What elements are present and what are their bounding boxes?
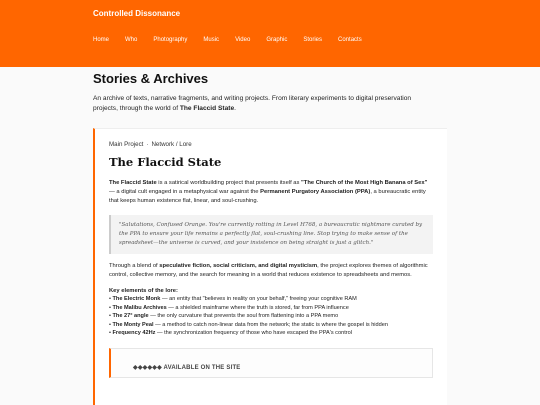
intro-project-name: The Flaccid State (179, 105, 235, 112)
nav-music[interactable]: Music (203, 37, 220, 43)
project-title: The Flaccid State (109, 155, 222, 169)
nav-video[interactable]: Video (235, 37, 251, 43)
list-item: • Frequency 42Hz — the synchronization frequency of those who have escaped the PPA's control (109, 330, 352, 337)
nav-graphic[interactable]: Graphic (266, 37, 288, 43)
available-on-site-box[interactable] (109, 348, 433, 378)
themes-paragraph (109, 262, 429, 280)
page-header (93, 71, 453, 114)
breadcrumb-main-project[interactable]: Main Project (109, 141, 144, 148)
list-item: • The Malibu Archives — a shielded mainframe where the truth is stored, far from PPA influence (109, 304, 349, 311)
lead-text-1: is a satirical worldbuilding project that presents itself as (156, 180, 302, 186)
nav-stories[interactable]: Stories (303, 37, 323, 43)
project-card (93, 128, 447, 405)
themes-bold: speculative fiction, social criticism, and digital mysticism (159, 262, 318, 269)
list-item: • The 27° angle — the only curvature that prevents the soul from flattening into a PPA memo (109, 313, 339, 320)
breadcrumb-separator: · (146, 141, 149, 148)
lead-bold-2: "The Church of the Most High Banana of Sex" (301, 180, 428, 186)
lore-item-desc: — an entity that "believes in reality on your behalf," freeing your cognitive RAM (160, 296, 357, 303)
themes-text-2: , the project explores themes of algorithmic control, collective memory, and the search for meaning in a world that reduces existence to spreadsheets and memos. (109, 262, 428, 278)
main-nav (93, 37, 378, 43)
lore-item-desc: — the only curvature that prevents the soul from flattening into a PPA memo (148, 313, 339, 320)
available-on-site-label: ◆◆◆◆◆◆ AVAILABLE ON THE SITE (133, 364, 241, 371)
site-header (0, 0, 540, 67)
nav-home[interactable]: Home (93, 37, 110, 43)
lore-item-desc: — a shielded mainframe where the truth is stored, far from PPA influence (166, 304, 349, 311)
lead-bold-1: The Flaccid State (109, 180, 157, 186)
lead-text-2: — a digital cult engaged in a metaphysical war against the (109, 189, 261, 196)
project-description (109, 179, 429, 207)
lore-item-name: The Electric Monk (112, 296, 161, 303)
list-item: • The Electric Monk — an entity that "believes in reality on your behalf," freeing your cognitive RAM (109, 296, 357, 303)
nav-photography[interactable]: Photography (153, 37, 188, 43)
nav-who[interactable]: Who (125, 37, 138, 43)
lore-item-desc: — a method to catch non-linear data from the network; the static is where the gospel is hidden (153, 321, 388, 328)
list-item: • The Monty Peal — a method to catch non-linear data from the network; the static is where the gospel is hidden (109, 321, 388, 328)
themes-text-1: Through a blend of (109, 262, 160, 269)
lore-heading: Key elements of the lore: (109, 288, 178, 295)
nav-contacts[interactable]: Contacts (338, 37, 362, 43)
page-title: Stories & Archives (93, 71, 209, 86)
lead-bold-3: Permanent Purgatory Association (PPA) (260, 189, 371, 196)
lore-item-name: The 27° angle (112, 313, 149, 320)
lead-text-3: , a bureaucratic entity that keeps human existence flat, linear, and soul-crushing. (109, 189, 426, 205)
breadcrumb (109, 141, 447, 148)
site-title[interactable]: Controlled Dissonance (93, 9, 181, 18)
lore-item-name: The Malibu Archives (112, 304, 167, 311)
page-intro (93, 94, 413, 114)
lore-quote: "Salutations, Confused Orange. You're currently rotting in Level H768, a bureaucratic nightmare curated by the PPA to ensure your life remains a perfectly flat, soul-crushing line. Stop trying to make sense of the spreadsheet—the universe is curved, and your insistence on being straight is just a glitch." (109, 215, 433, 254)
breadcrumb-network-lore[interactable]: Network / Lore (151, 141, 192, 148)
lore-item-desc: — the synchronization frequency of those who have escaped the PPA's control (155, 330, 352, 337)
lore-item-name: The Monty Peal (112, 321, 154, 328)
lore-list (109, 295, 447, 338)
lore-item-name: Frequency 42Hz (112, 330, 156, 337)
intro-end: . (234, 105, 236, 112)
intro-text: An archive of texts, narrative fragments, and writing projects. From literary experiments to digital preservation projects, through the world of (93, 95, 412, 112)
